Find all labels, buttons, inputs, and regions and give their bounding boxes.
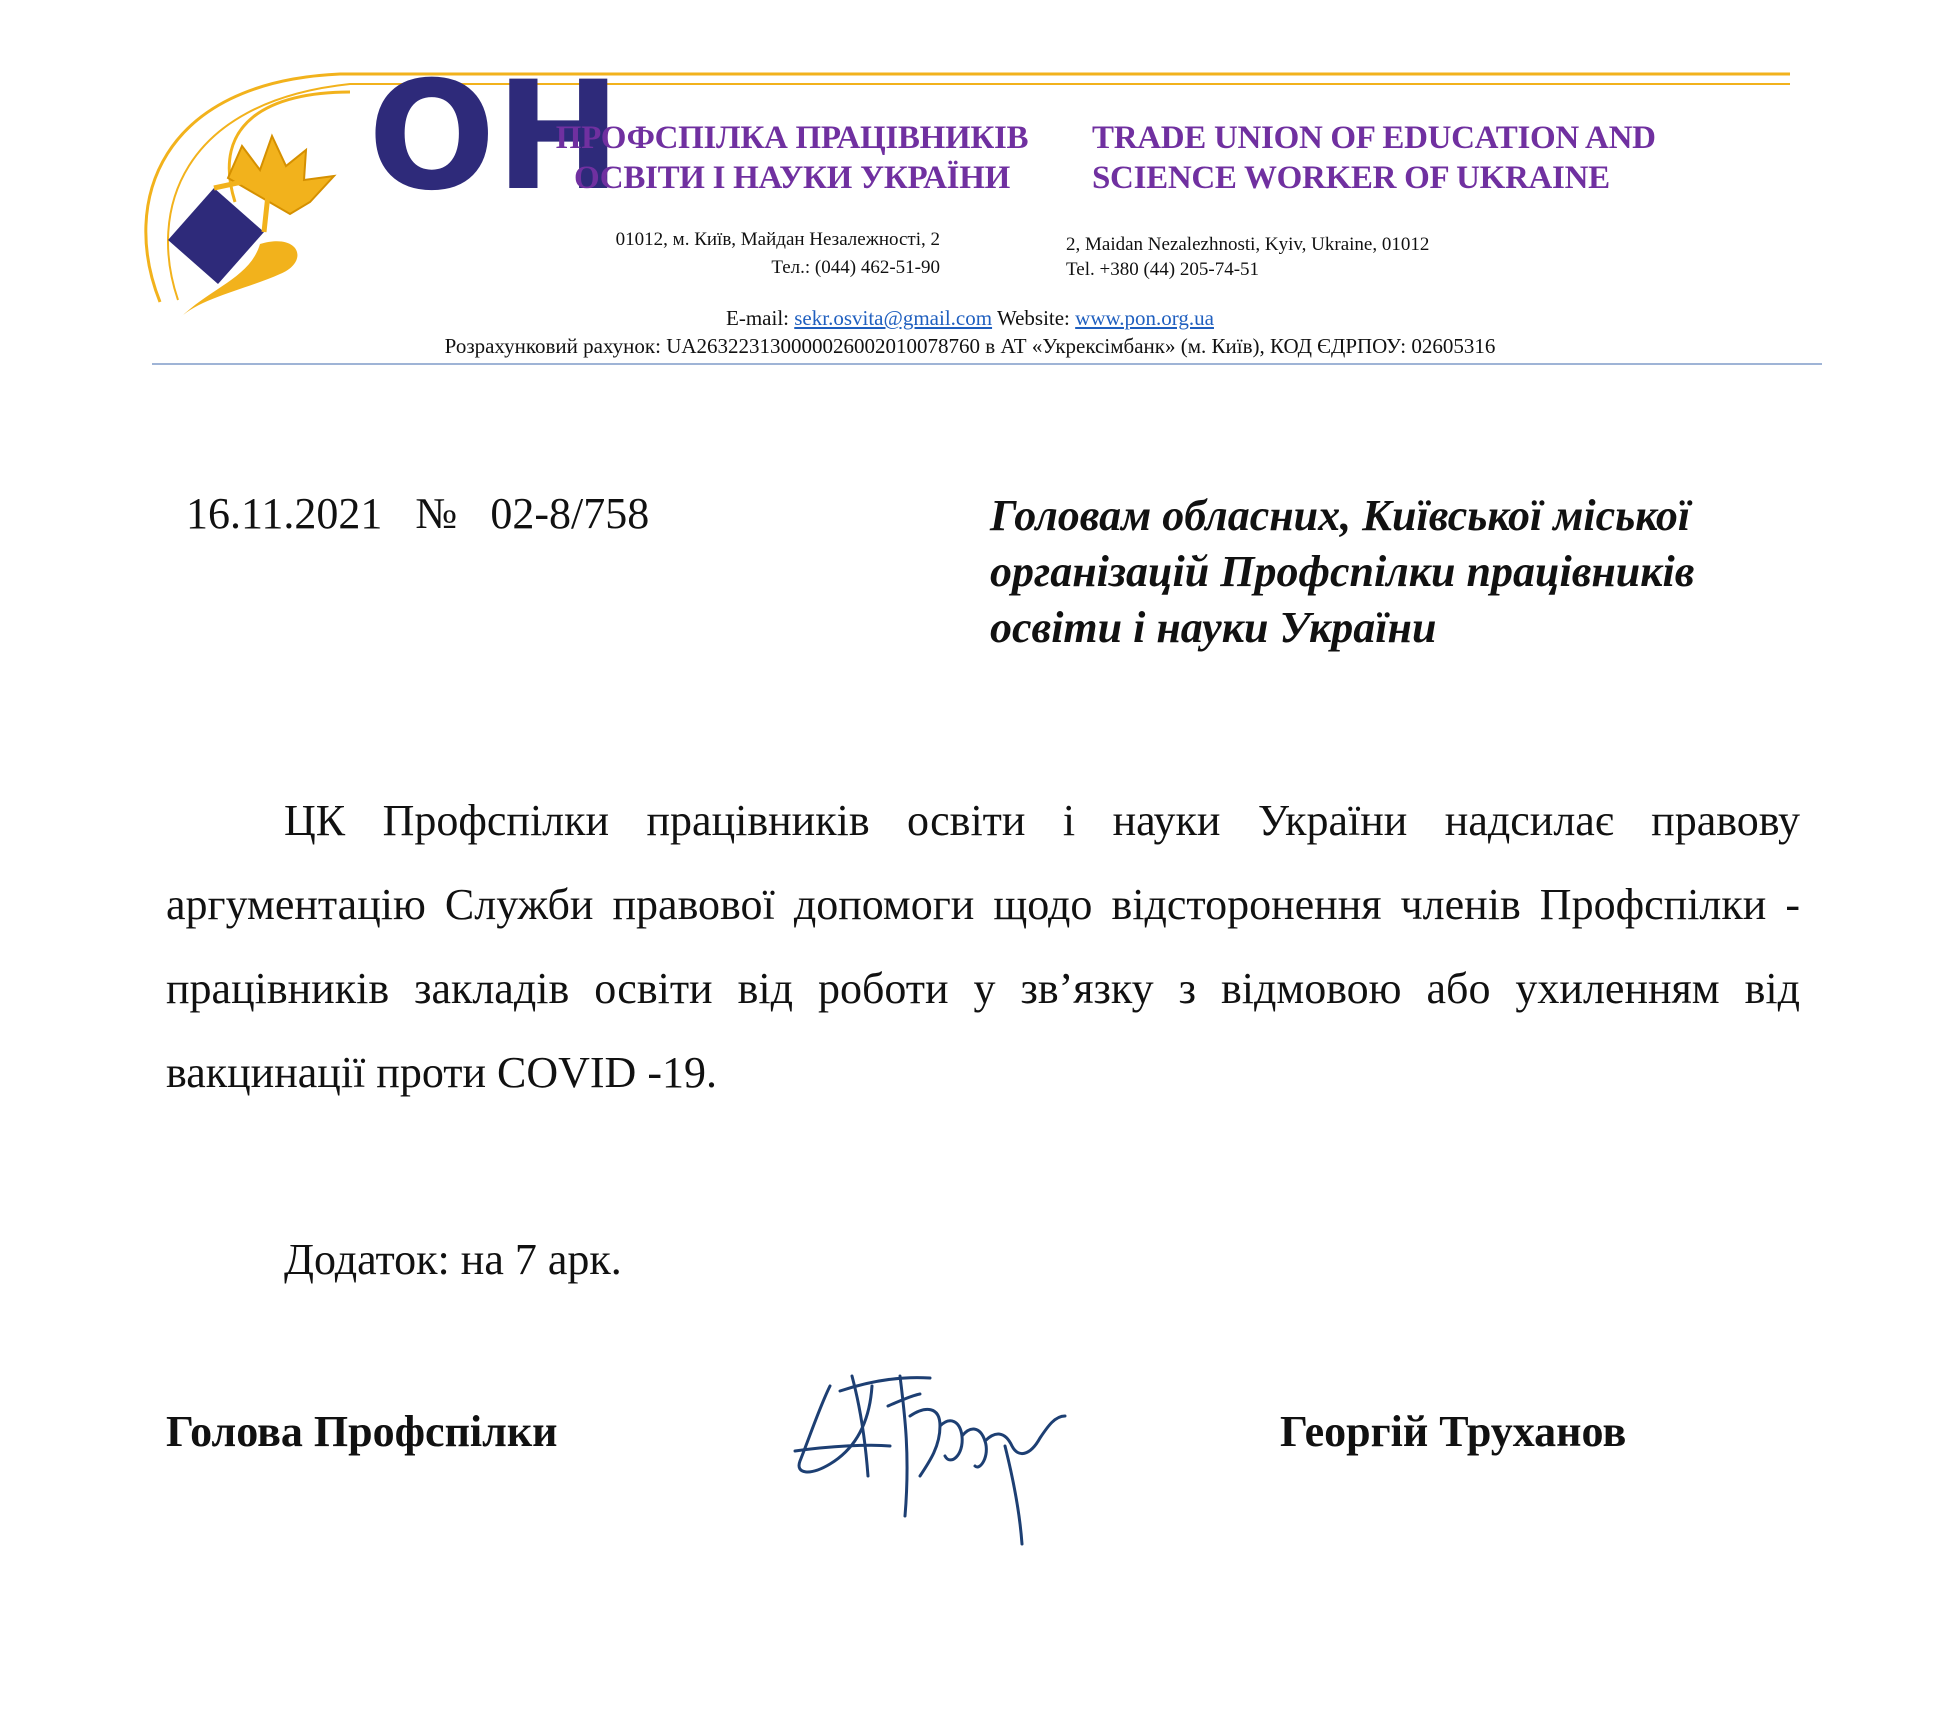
addressee-line-1: Головам обласних, Київської міської [990,491,1691,540]
org-name-en [1092,118,1732,198]
address-ua-phone: Тел.: (044) 462-51-90 [771,257,940,278]
org-name-ua-line-1: ПРОФСПІЛКА ПРАЦІВНИКІВ [555,120,1029,156]
header-divider [152,363,1822,365]
address-en [1066,232,1526,282]
email-link[interactable]: sekr.osvita@gmail.com [794,306,993,330]
org-name-ua-line-2: ОСВІТИ І НАУКИ УКРАЇНИ [574,160,1010,196]
logo-letters: ОН [368,50,622,224]
address-en-phone: Tel. +380 (44) 205-74-51 [1066,259,1260,280]
website-link[interactable]: www.pon.org.ua [1075,306,1214,330]
appendix-note: Додаток: на 7 арк. [284,1235,622,1284]
letter-body: ЦК Профспілки працівників освіти і науки України надсилає правову аргументацію Служби правової допомоги щодо відсторонення членів Профспілки - працівників закладів освіти від роботи у зв’язку з відмовою або ухиленням від вакцинації проти COVID -19. [166,796,1800,1097]
contact-links [150,304,1790,332]
address-ua [540,226,940,282]
org-name-en-line-2: SCIENCE WORKER OF UKRAINE [1092,160,1610,196]
contacts-block [150,304,1790,360]
letter-date: 16.11.2021 [186,489,383,538]
handwritten-signature [790,1346,1090,1551]
letter-number: 02-8/758 [490,489,650,538]
union-logo [140,50,622,337]
address-ua-street: 01012, м. Київ, Майдан Незалежності, 2 [615,229,940,250]
address-en-street: 2, Maidan Nezalezhnosti, Kyiv, Ukraine, 01012 [1066,234,1430,255]
bank-account: Розрахунковий рахунок: UA263223130000026002010078760 в АТ «Укрексімбанк» (м. Київ), КОД ЄДРПОУ: 02605316 [444,334,1496,358]
number-sign: № [415,489,458,538]
org-name-ua [532,118,1052,198]
signatory-name: Георгій Труханов [1280,1407,1627,1456]
reference-line [186,486,649,542]
email-label: E-mail: [726,306,789,330]
org-name-en-line-1: TRADE UNION OF EDUCATION AND [1092,120,1656,156]
signatory-title: Голова Профспілки [166,1407,558,1456]
website-label: Website: [996,306,1070,330]
addressee [990,488,1820,656]
addressee-line-2: організацій Профспілки працівників [990,547,1695,596]
addressee-line-3: освіти і науки України [990,603,1437,652]
